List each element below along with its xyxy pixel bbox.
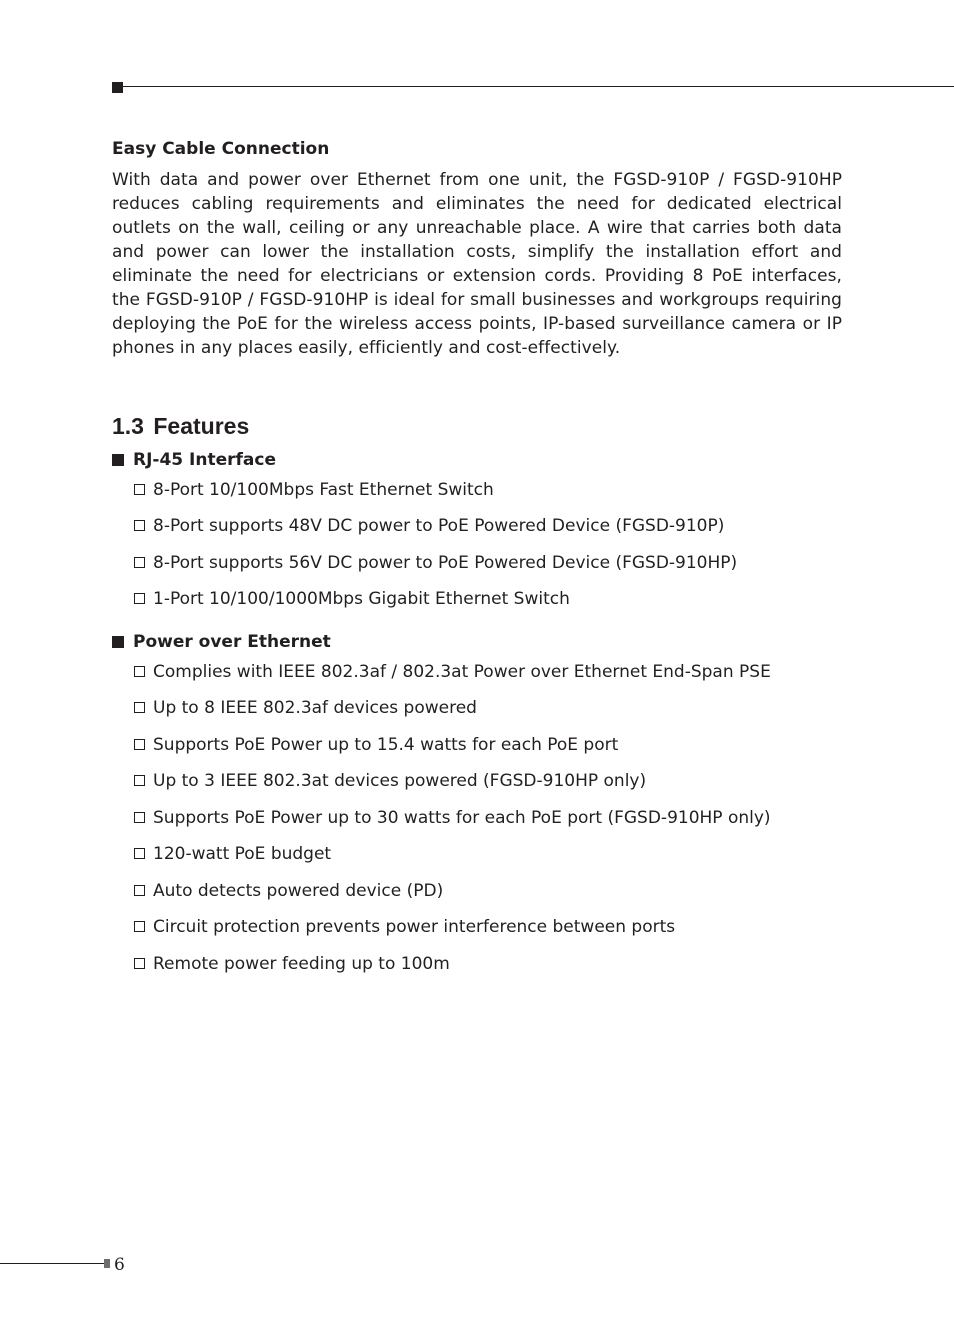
checkbox-bullet-icon <box>134 958 145 969</box>
feature-item-text: Up to 8 IEEE 802.3af devices powered <box>153 698 477 718</box>
feature-item <box>134 916 675 938</box>
group-heading-rj45 <box>112 449 276 471</box>
feature-item <box>134 588 570 610</box>
feature-item <box>134 880 443 902</box>
feature-item <box>134 734 618 756</box>
header-square-marker <box>112 82 123 93</box>
checkbox-bullet-icon <box>134 557 145 568</box>
checkbox-bullet-icon <box>134 848 145 859</box>
feature-item-text: Supports PoE Power up to 15.4 watts for each PoE port <box>153 735 619 755</box>
checkbox-bullet-icon <box>134 702 145 713</box>
feature-item-text: Supports PoE Power up to 30 watts for each PoE port (FGSD-910HP only) <box>153 808 771 828</box>
page-number: 6 <box>114 1255 125 1275</box>
feature-item <box>134 843 331 865</box>
feature-item <box>134 807 771 829</box>
feature-item-text: Complies with IEEE 802.3af / 802.3at Power over Ethernet End-Span PSE <box>153 662 771 682</box>
feature-item <box>134 661 771 683</box>
feature-item-text: Circuit protection prevents power interference between ports <box>153 917 676 937</box>
footer-rule <box>0 1263 105 1264</box>
checkbox-bullet-icon <box>134 484 145 495</box>
square-bullet-icon <box>112 636 124 648</box>
feature-item-text: Remote power feeding up to 100m <box>153 954 450 974</box>
section-title-easy-cable: Easy Cable Connection <box>112 139 330 159</box>
feature-item <box>134 515 724 537</box>
checkbox-bullet-icon <box>134 593 145 604</box>
easy-cable-paragraph: With data and power over Ethernet from one unit, the FGSD-910P / FGSD-910HP reduces cabling requirements and eliminates the need for dedicated electrical outlets on the wall, ceiling or any unreachable place. A wire that carries both data and power can lower the installation costs, simplify the installation effort and eliminate the need for electricians or extension cords. Providing 8 PoE interfaces, the FGSD-910P / FGSD-910HP is ideal for small businesses and workgroups requiring deploying the PoE for the wireless access points, IP-based surveillance camera or IP phones in any places easily, efficiently and cost-effectively. <box>112 170 842 358</box>
checkbox-bullet-icon <box>134 921 145 932</box>
group-title: RJ-45 Interface <box>133 450 276 470</box>
group-heading-poe <box>112 631 331 653</box>
footer-square-marker <box>104 1259 110 1268</box>
feature-item-text: 1-Port 10/100/1000Mbps Gigabit Ethernet Switch <box>153 589 570 609</box>
checkbox-bullet-icon <box>134 812 145 823</box>
group-title: Power over Ethernet <box>133 632 331 652</box>
checkbox-bullet-icon <box>134 775 145 786</box>
feature-item-text: Up to 3 IEEE 802.3at devices powered (FGSD-910HP only) <box>153 771 647 791</box>
feature-item-text: 120-watt PoE budget <box>153 844 332 864</box>
feature-item <box>134 479 494 501</box>
feature-item <box>134 770 646 792</box>
feature-item-text: Auto detects powered device (PD) <box>153 881 444 901</box>
checkbox-bullet-icon <box>134 520 145 531</box>
features-heading: 1.3 Features <box>112 413 250 439</box>
header-rule <box>123 86 954 87</box>
feature-item-text: 8-Port 10/100Mbps Fast Ethernet Switch <box>153 480 494 500</box>
feature-item <box>134 953 450 975</box>
feature-item-text: 8-Port supports 48V DC power to PoE Powered Device (FGSD-910P) <box>153 516 725 536</box>
feature-item <box>134 552 737 574</box>
checkbox-bullet-icon <box>134 666 145 677</box>
checkbox-bullet-icon <box>134 885 145 896</box>
feature-item-text: 8-Port supports 56V DC power to PoE Powered Device (FGSD-910HP) <box>153 553 738 573</box>
square-bullet-icon <box>112 454 124 466</box>
checkbox-bullet-icon <box>134 739 145 750</box>
feature-item <box>134 697 477 719</box>
